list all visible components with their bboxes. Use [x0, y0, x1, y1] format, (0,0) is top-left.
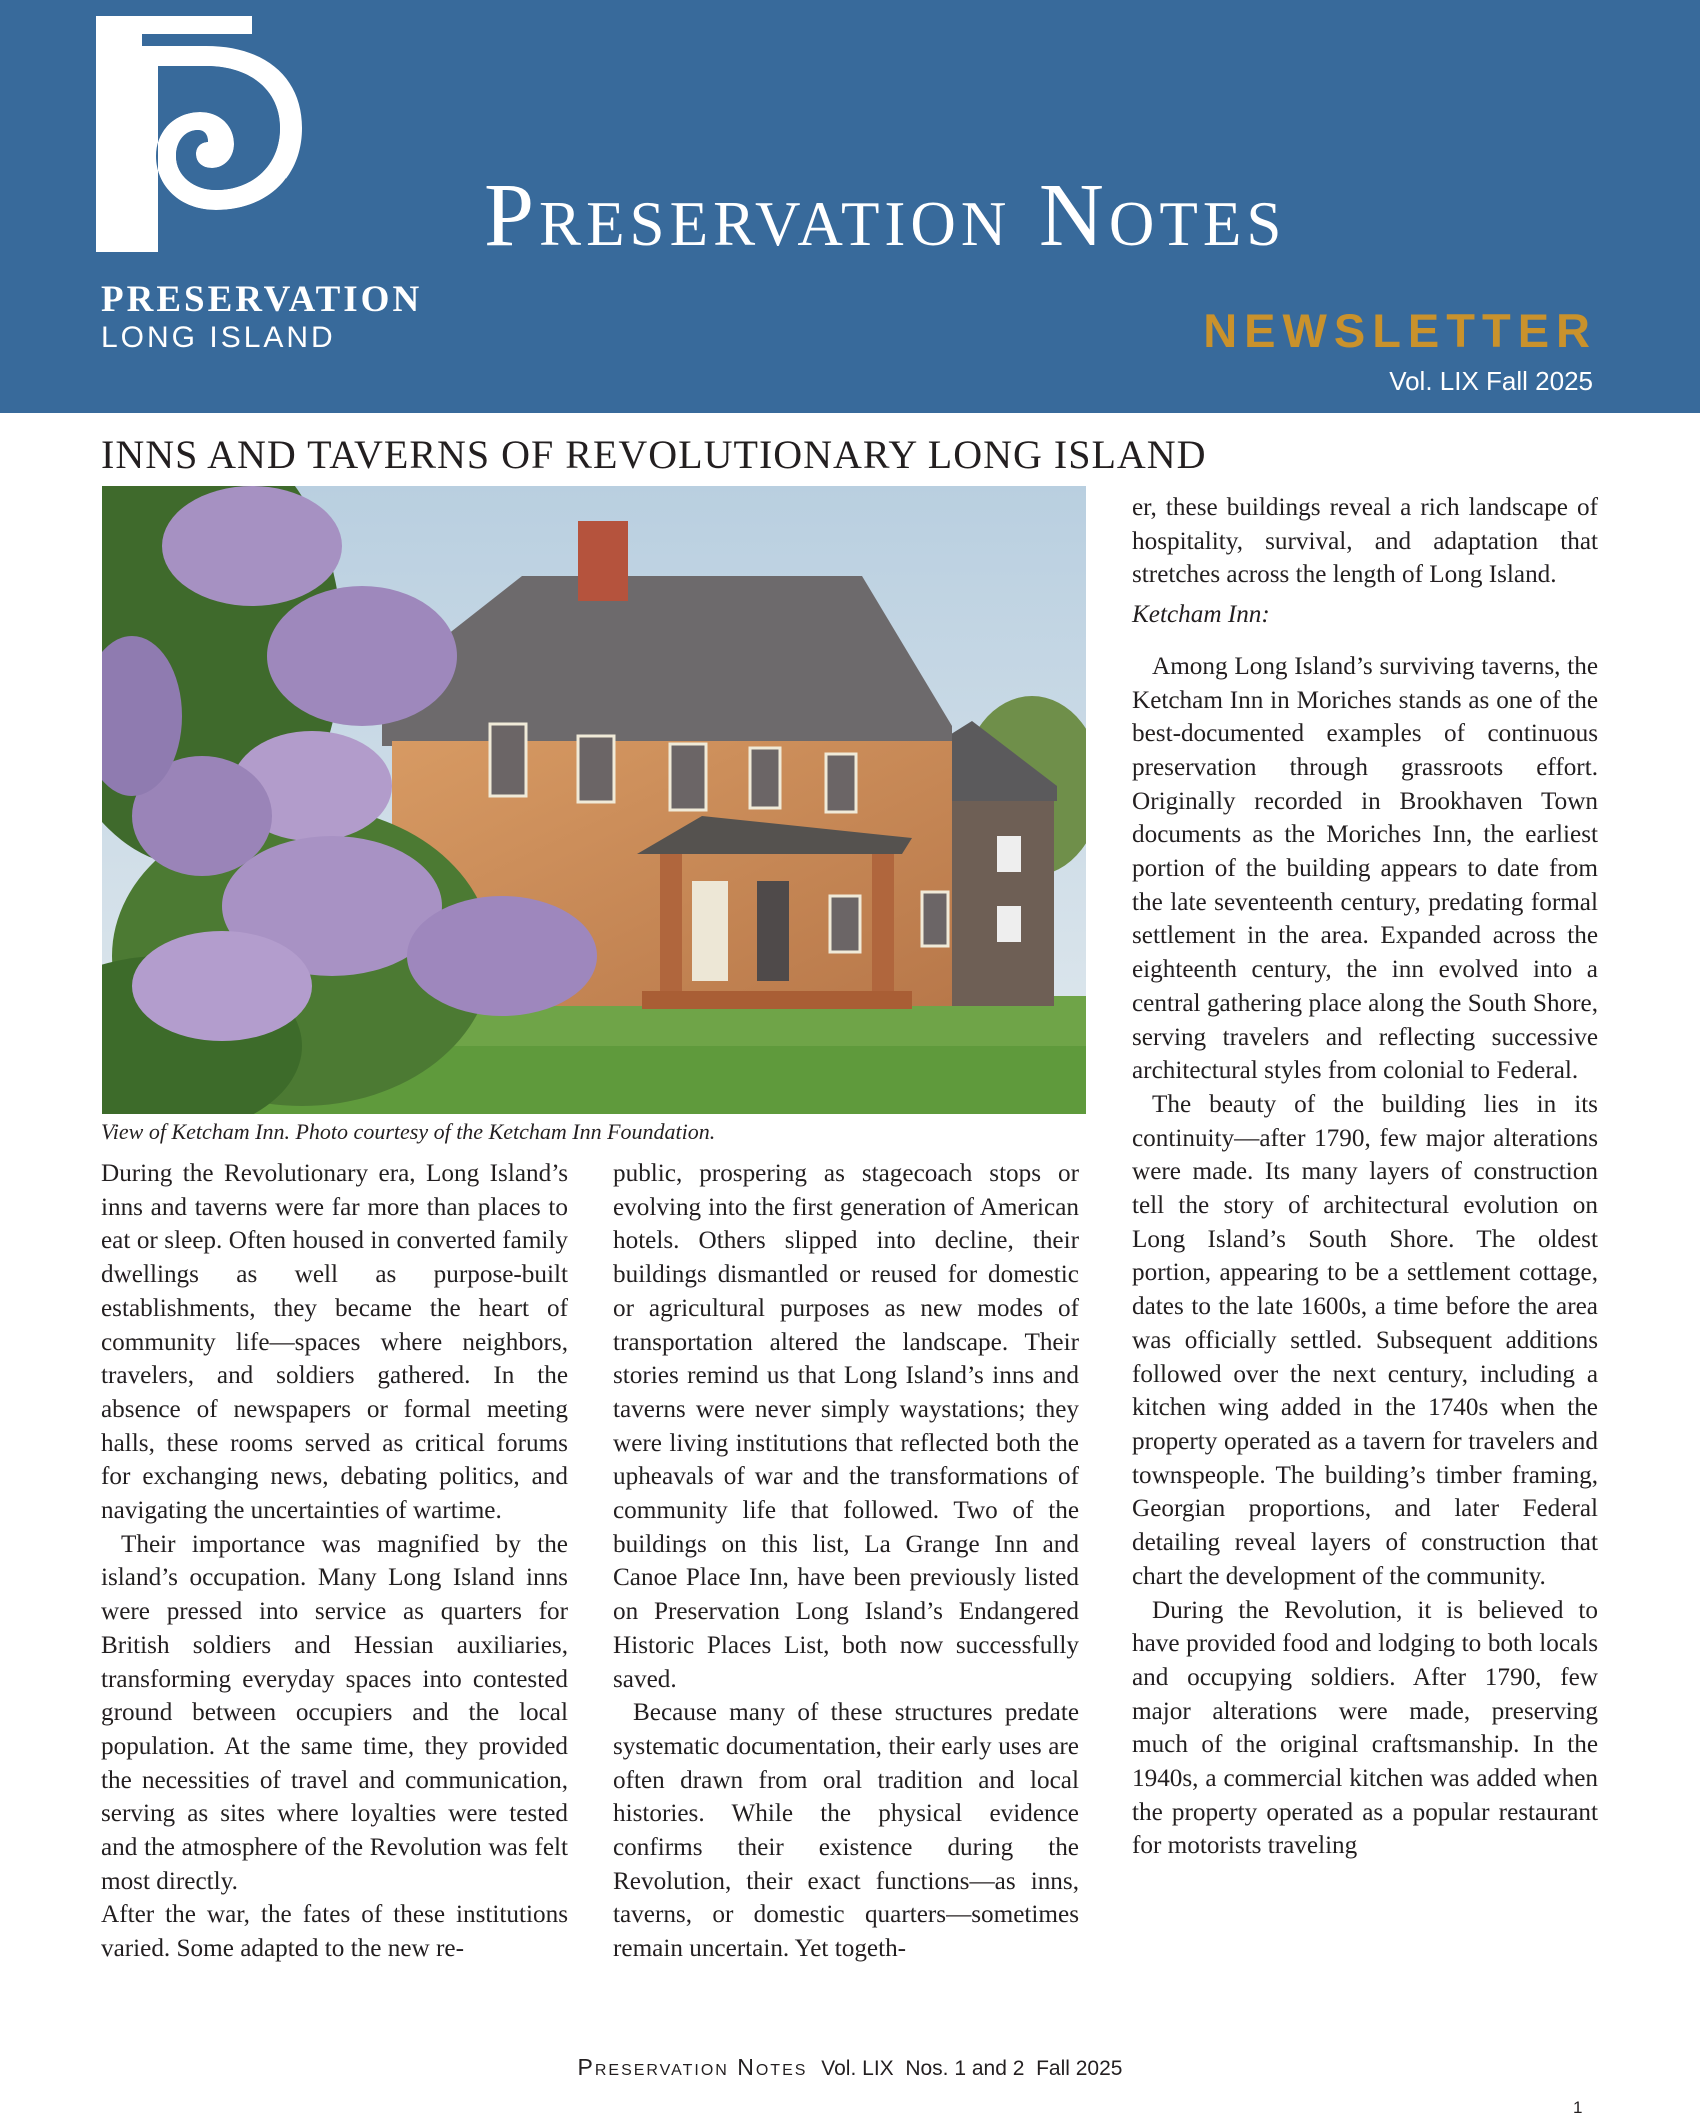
page-number: 1: [1573, 2098, 1583, 2117]
masthead-band: [0, 0, 1700, 413]
paragraph: Among Long Island’s surviving taverns, the Ketcham Inn in Moriches stands as one of the best-documented examples of continuous preservation through grassroots effort. Originally recorded in Brookhaven Town documents as the Moriches Inn, the earliest portion of the building appears to date from the late seventeenth century, predating formal settlement in the area. Expanded across the eighteenth century, the inn evolved into a central gathering place along the South Shore, serving travelers and reflecting successive architectural styles from colonial to Federal.: [1132, 652, 1598, 1085]
paragraph: public, prospering as stagecoach stops or evolving into the first generation of American hotels. Others slipped into decline, their buildings dismantled or reused for domestic or agricultural purposes as new modes of transportation altered the landscape. Their stories remind us that Long Island’s inns and taverns were never simply waystations; they were living institutions that reflected both the upheavals of war and the transformations of community life that followed. Two of the buildings on this list, La Grange Inn and Canoe Place Inn, have been previously listed on Preservation Long Island’s Endangered Historic Places List, both now successfully saved.: [613, 1160, 1079, 1693]
paragraph: After the war, the fates of these institutions varied. Some adapted to the new re-: [101, 1901, 568, 1963]
section-label: NEWSLETTER: [1203, 304, 1597, 357]
paragraph: Their importance was magnified by the island’s occupation. Many Long Island inns were pressed into service as quarters for British soldiers and Hessian auxiliaries, transforming everyday spaces into contested ground between occupiers and the local population. At the same time, they provided the necessities of travel and communication, serving as sites where loyalties were tested and the atmosphere of the Revolution was felt most directly.: [101, 1530, 568, 1895]
paragraph: er, these buildings reveal a rich landscape of hospitality, survival, and adaptation that stretches across the length of Long Island.: [1132, 494, 1598, 589]
paragraph: During the Revolution, it is believed to have provided food and lodging to both locals and occupying soldiers. After 1790, few major alterations were made, preserving much of the original craftsmanship. In the 1940s, a commercial kitchen was added when the property operated as a popular restaurant for motorists traveling: [1132, 1596, 1598, 1860]
article-column-3: [1132, 491, 1598, 1957]
article-column-1: [101, 1157, 568, 1963]
article-column-2: [613, 1157, 1079, 1963]
preservation-long-island-logo: [96, 16, 302, 252]
subsection-heading: Ketcham Inn:: [1132, 601, 1270, 629]
volume-issue: Vol. LIX Fall 2025: [1389, 366, 1593, 396]
article-headline: INNS AND TAVERNS OF REVOLUTIONARY LONG ISLAND: [101, 432, 1207, 477]
ketcham-inn-photo: [102, 486, 1086, 1114]
newsletter-title: Preservation Notes: [484, 166, 1287, 265]
footer-brand: Preservation Notes: [577, 2054, 808, 2080]
org-name-line1: PRESERVATION: [101, 279, 423, 320]
page-footer: [0, 2054, 1700, 2081]
paragraph: Because many of these structures predate systematic documentation, their early uses are often drawn from oral tradition and local histories. While the physical evidence confirms their existence during the Revolution, their exact functions—as inns, taverns, or domestic quarters—sometimes remain uncertain. Yet togeth-: [613, 1699, 1079, 1963]
photo-caption: View of Ketcham Inn. Photo courtesy of the Ketcham Inn Foundation.: [101, 1119, 716, 1144]
paragraph: During the Revolutionary era, Long Island’s inns and taverns were far more than places to eat or sleep. Often housed in converted family dwellings as well as purpose-built establishments, they became the heart of community life—spaces where neighbors, travelers, and soldiers gathered. In the absence of newspapers or formal meeting halls, these rooms served as critical forums for exchanging news, debating politics, and navigating the uncertainties of wartime.: [101, 1160, 568, 1525]
footer-issue: Vol. LIX Nos. 1 and 2 Fall 2025: [821, 2057, 1123, 2080]
org-name-line2: LONG ISLAND: [101, 321, 336, 354]
paragraph: The beauty of the building lies in its continuity—after 1790, few major alterations were made. Its many layers of construction tell the story of architectural evolution on Long Island’s South Shore. The oldest portion, appearing to be a settlement cottage, dates to the late 1600s, a time before the area was officially settled. Subsequent additions followed over the next century, including a kitchen wing added in the 1740s when the property operated as a tavern for travelers and townspeople. The building’s timber framing, Georgian proportions, and later Federal detailing reveal layers of construction that chart the development of the community.: [1132, 1090, 1598, 1590]
